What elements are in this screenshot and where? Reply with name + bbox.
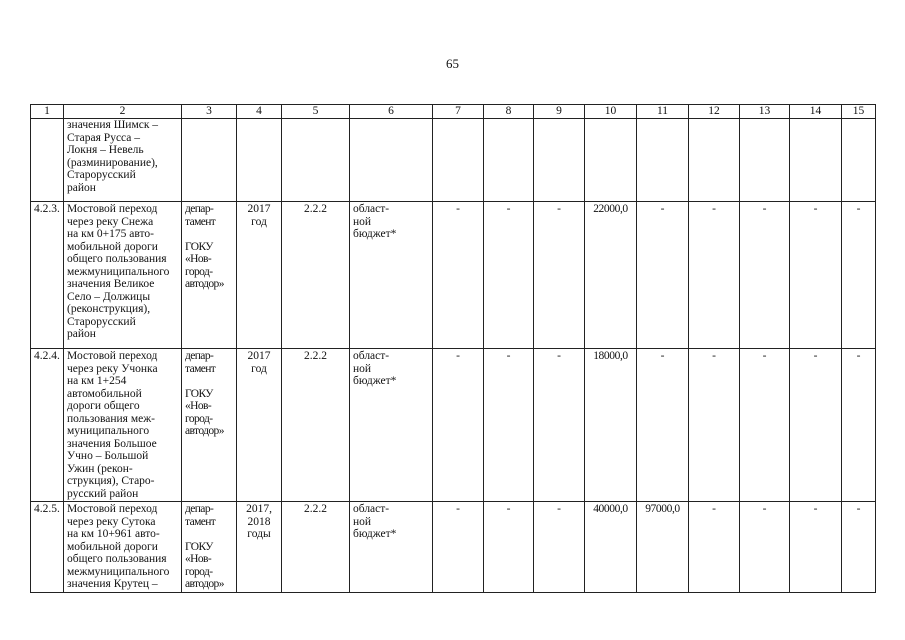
table-row <box>31 202 876 349</box>
value-cell <box>689 119 740 202</box>
target-code: 2.2.2 <box>282 349 350 502</box>
row-number: 4.2.3. <box>31 202 64 349</box>
page-number: 65 <box>446 56 459 71</box>
value-cell: - <box>484 349 534 502</box>
header-cell: 10 <box>585 105 637 119</box>
year: 2017 год <box>237 349 282 502</box>
header-cell: 13 <box>740 105 790 119</box>
header-cell: 12 <box>689 105 740 119</box>
executor: депар- тамент ГОКУ «Нов- город- автодор» <box>182 502 237 593</box>
executor <box>182 119 237 202</box>
value-cell: - <box>689 502 740 593</box>
row-number: 4.2.4. <box>31 349 64 502</box>
value-cell: - <box>689 202 740 349</box>
value-cell: 40000,0 <box>585 502 637 593</box>
value-cell: 22000,0 <box>585 202 637 349</box>
funding-source: област- ной бюджет* <box>350 202 433 349</box>
value-cell: - <box>433 202 484 349</box>
value-cell: - <box>740 202 790 349</box>
value-cell <box>484 119 534 202</box>
value-cell <box>433 119 484 202</box>
value-cell: - <box>790 202 842 349</box>
value-cell: - <box>740 502 790 593</box>
year <box>237 119 282 202</box>
funding-source: област- ной бюджет* <box>350 349 433 502</box>
funding-source <box>350 119 433 202</box>
value-cell: 97000,0 <box>637 502 689 593</box>
target-code: 2.2.2 <box>282 202 350 349</box>
value-cell: - <box>790 349 842 502</box>
value-cell: - <box>740 349 790 502</box>
year: 2017, 2018 годы <box>237 502 282 593</box>
value-cell <box>790 119 842 202</box>
value-cell: - <box>689 349 740 502</box>
header-row <box>31 105 876 119</box>
value-cell: - <box>484 502 534 593</box>
header-cell: 4 <box>237 105 282 119</box>
table-row <box>31 502 876 593</box>
value-cell: - <box>484 202 534 349</box>
object-name: значения Шимск – Старая Русса – Локня – Невель (разминирование), Старорусский район <box>64 119 182 202</box>
header-cell: 5 <box>282 105 350 119</box>
value-cell: - <box>842 502 876 593</box>
header-cell: 11 <box>637 105 689 119</box>
header-cell: 7 <box>433 105 484 119</box>
table-row <box>31 349 876 502</box>
value-cell <box>842 119 876 202</box>
value-cell <box>585 119 637 202</box>
table-row <box>31 119 876 202</box>
value-cell <box>534 119 585 202</box>
value-cell: - <box>637 202 689 349</box>
value-cell: - <box>842 202 876 349</box>
program-table <box>30 104 876 593</box>
value-cell: - <box>433 349 484 502</box>
header-cell: 8 <box>484 105 534 119</box>
year: 2017 год <box>237 202 282 349</box>
header-cell: 1 <box>31 105 64 119</box>
value-cell: - <box>842 349 876 502</box>
executor: депар- тамент ГОКУ «Нов- город- автодор» <box>182 349 237 502</box>
value-cell <box>740 119 790 202</box>
value-cell <box>637 119 689 202</box>
funding-source: област- ной бюджет* <box>350 502 433 593</box>
value-cell: 18000,0 <box>585 349 637 502</box>
header-cell: 15 <box>842 105 876 119</box>
row-number <box>31 119 64 202</box>
header-cell: 6 <box>350 105 433 119</box>
value-cell: - <box>433 502 484 593</box>
value-cell: - <box>534 202 585 349</box>
target-code <box>282 119 350 202</box>
value-cell: - <box>534 502 585 593</box>
value-cell: - <box>790 502 842 593</box>
row-number: 4.2.5. <box>31 502 64 593</box>
object-name: Мостовой переход через реку Снежа на км 0+175 авто- мобильной дороги общего пользования межмуниципального значения Великое Село – Должицы (реконструкция), Старорусский район <box>64 202 182 349</box>
header-cell: 9 <box>534 105 585 119</box>
value-cell: - <box>534 349 585 502</box>
object-name: Мостовой переход через реку Сутока на км 10+961 авто- мобильной дороги общего пользования межмуниципального значения Крутец – <box>64 502 182 593</box>
value-cell: - <box>637 349 689 502</box>
object-name: Мостовой переход через реку Учонка на км 1+254 автомобильной дороги общего пользования меж- муниципального значения Большое Учно – Большой Ужин (рекон- струкция), Старо- русский район <box>64 349 182 502</box>
header-cell: 3 <box>182 105 237 119</box>
header-cell: 2 <box>64 105 182 119</box>
target-code: 2.2.2 <box>282 502 350 593</box>
header-cell: 14 <box>790 105 842 119</box>
executor: депар- тамент ГОКУ «Нов- город- автодор» <box>182 202 237 349</box>
